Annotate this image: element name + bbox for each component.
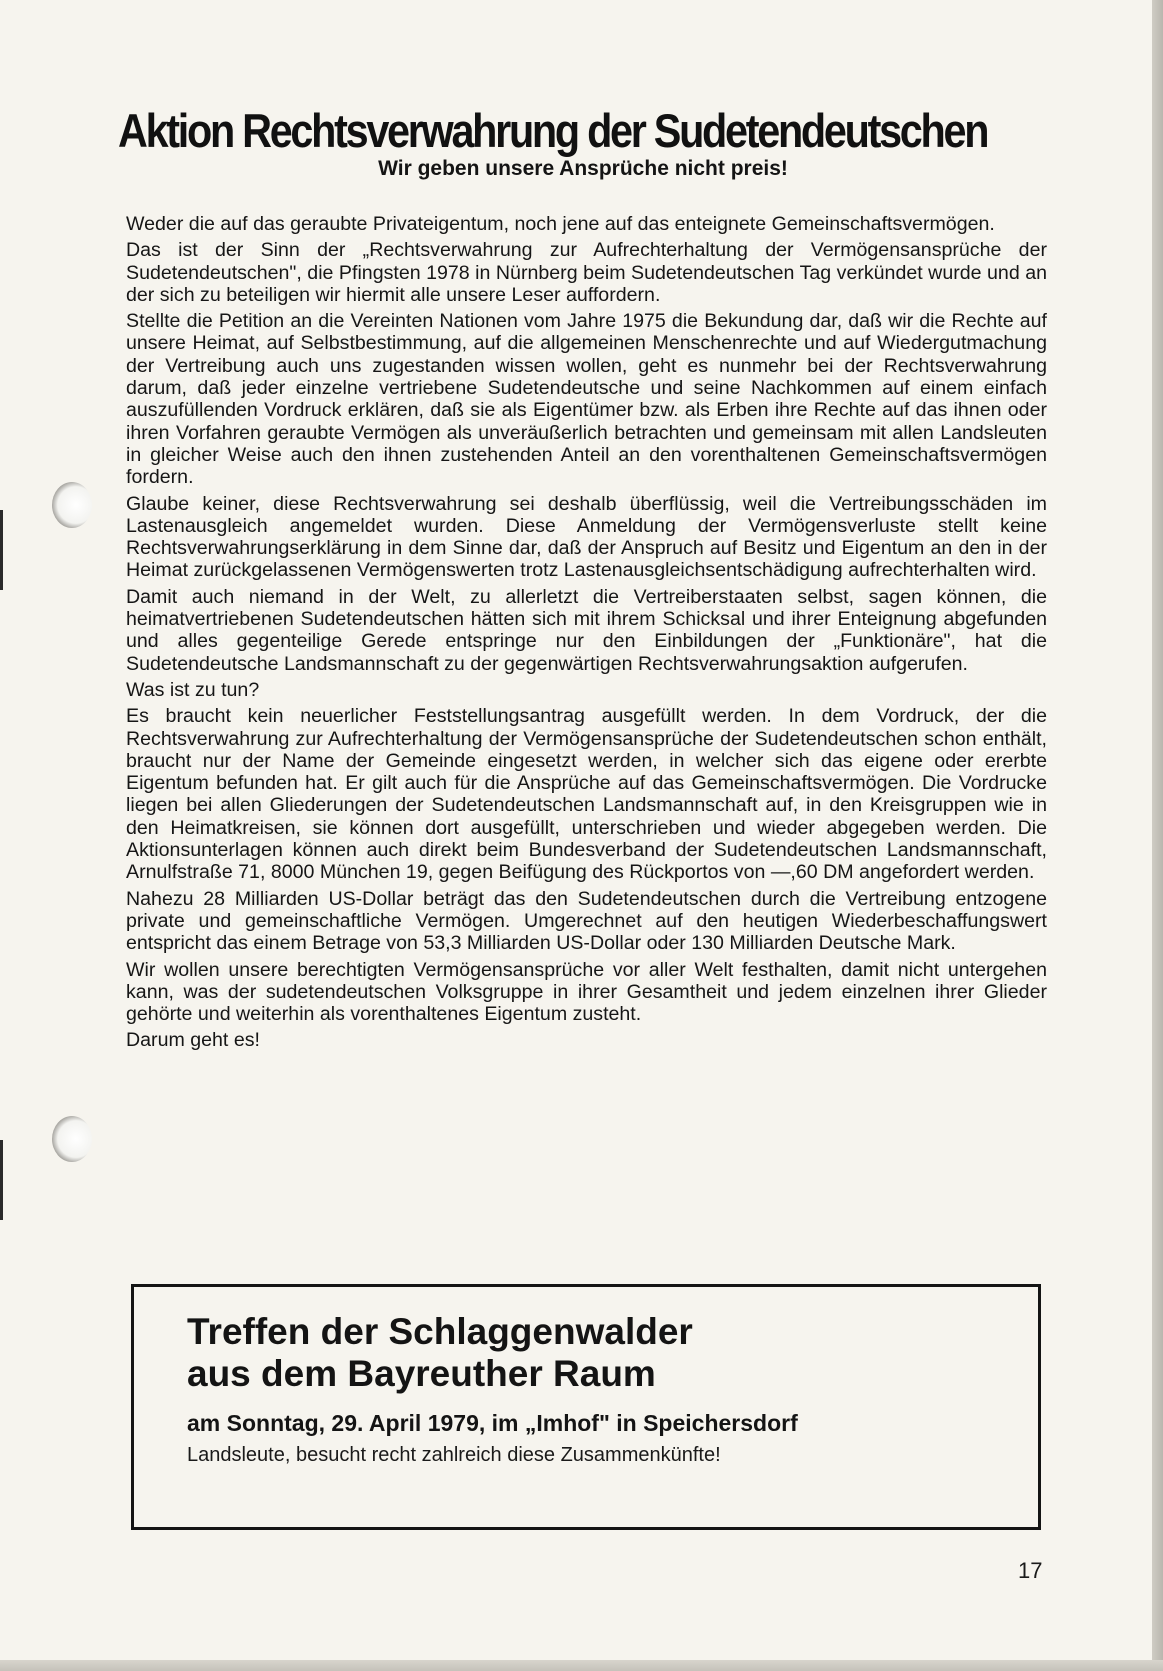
announcement-date: am Sonntag, 29. April 1979, im „Imhof" in Speichersdorf (187, 1410, 798, 1436)
article-paragraph: Darum geht es! (126, 1029, 260, 1052)
article-paragraph: Stellte die Petition an die Vereinten Nationen vom Jahre 1975 die Bekundung dar, daß wir die Rechte auf unsere Heimat, auf Selbstbestimmung, auf die allgemeinen Menschenrechte und auf Wiedergutmachung der Vertreibung auch uns zugestanden wissen wollen, geht es nunmehr bei der Rechtsverwahrung darum, daß jeder einzelne vertriebene Sudetendeutsche und seine Nachkommen auf einem einfach auszufüllenden Vordruck erklären, daß sie als Eigentümer bzw. als Erben ihre Rechte auf das ihnen oder ihren Vorfahren geraubte Vermögen als unveräußerlich betrachten und gemeinsam mit allen Landsleuten in gleicher Weise auch den ihnen zustehenden Anteil an den vorenthaltenen Gemeinschaftsvermögen fordern. (126, 310, 1047, 489)
left-edge-mark (0, 510, 3, 590)
paper-edge-right (1152, 0, 1163, 1671)
article-subheadline: Wir geben unsere Ansprüche nicht preis! (378, 157, 788, 180)
article-paragraph: Das ist der Sinn der „Rechtsverwahrung zur Aufrechterhaltung der Vermögensansprüche der Sudetendeutschen", die Pfingsten 1978 in Nürnberg beim Sudetendeutschen Tag verkündet wurde und an der sich zu beteiligen wir hiermit alle unsere Leser auffordern. (126, 239, 1047, 306)
paper-edge-bottom (0, 1660, 1163, 1671)
punch-hole-bottom (52, 1116, 92, 1162)
article-paragraph: Was ist zu tun? (126, 678, 260, 701)
announcement-invite: Landsleute, besucht recht zahlreich diese Zusammenkünfte! (187, 1444, 721, 1466)
left-edge-mark (0, 1140, 3, 1220)
article-paragraph: Glaube keiner, diese Rechtsverwahrung sei deshalb überflüssig, weil die Vertreibungsschäden im Lastenausgleich angemeldet wurden. Diese Anmeldung der Vermögensverluste stellt keine Rechtsverwahrungserklärung in dem Sinne dar, daß der Anspruch auf Besitz und Eigentum an den in der Heimat zurückgelassenen Vermögenswerten trotz Lastenausgleichsentschädigung aufrechterhalten wird. (126, 492, 1047, 582)
article-paragraph: Nahezu 28 Milliarden US-Dollar beträgt das den Sudetendeutschen durch die Vertreibung entzogene private und gemeinschaftliche Vermögen. Umgerechnet auf den heutigen Wiederbeschaffungswert entspricht das einem Betrage von 53,3 Milliarden US-Dollar oder 130 Milliarden Deutsche Mark. (126, 887, 1047, 955)
announcement-title-line2: aus dem Bayreuther Raum (187, 1353, 656, 1394)
article-paragraph: Weder die auf das geraubte Privateigentum, noch jene auf das enteignete Gemeinschaftsvermögen. (126, 213, 995, 235)
announcement-box (131, 1284, 1041, 1530)
article-paragraph: Damit auch niemand in der Welt, zu allerletzt die Vertreiberstaaten selbst, sagen können, die heimatvertriebenen Sudetendeutschen hätten sich mit ihrem Schicksal und ihrer Enteignung abgefunden und alles gegenteilige Gerede entspringe nur den Einbildungen der „Funktionäre", hat die Sudetendeutsche Landsmannschaft zu der gegenwärtigen Rechtsverwahrungsaktion aufgerufen. (126, 585, 1047, 675)
article-headline: Aktion Rechtsverwahrung der Sudetendeutschen (118, 104, 988, 157)
article-paragraph: Wir wollen unsere berechtigten Vermögensansprüche vor aller Welt festhalten, damit nicht untergehen kann, was der sudetendeutschen Volksgruppe in ihrer Gesamtheit und jedem einzelnen ihrer Glieder gehörte und weiterhin als vorenthaltenes Eigentum zusteht. (126, 958, 1047, 1026)
article-paragraph: Es braucht kein neuerlicher Feststellungsantrag ausgefüllt werden. In dem Vordruck, der die Rechtsverwahrung zur Aufrechterhaltung der Vermögensansprüche der Sudetendeutschen schon enthält, braucht nur der Name der Gemeinde eingesetzt werden, in welcher sich das eigene oder ererbte Eigentum befunden hat. Er gilt auch für die Ansprüche auf das Gemeinschaftsvermögen. Die Vordrucke liegen bei allen Gliederungen der Sudetendeutschen Landsmannschaft auf, in den Kreisgruppen wie in den Heimatkreisen, sie können dort ausgefüllt, unterschrieben und wieder abgegeben werden. Die Aktionsunterlagen können auch direkt beim Bundesverband der Sudetendeutschen Landsmannschaft, Arnulfstraße 71, 8000 München 19, gegen Beifügung des Rückportos von —,60 DM angefordert werden. (126, 705, 1047, 884)
page-number: 17 (1018, 1558, 1043, 1583)
announcement-title-line1: Treffen der Schlaggenwalder (187, 1311, 693, 1352)
punch-hole-top (52, 482, 92, 528)
article-body (126, 213, 1047, 1056)
